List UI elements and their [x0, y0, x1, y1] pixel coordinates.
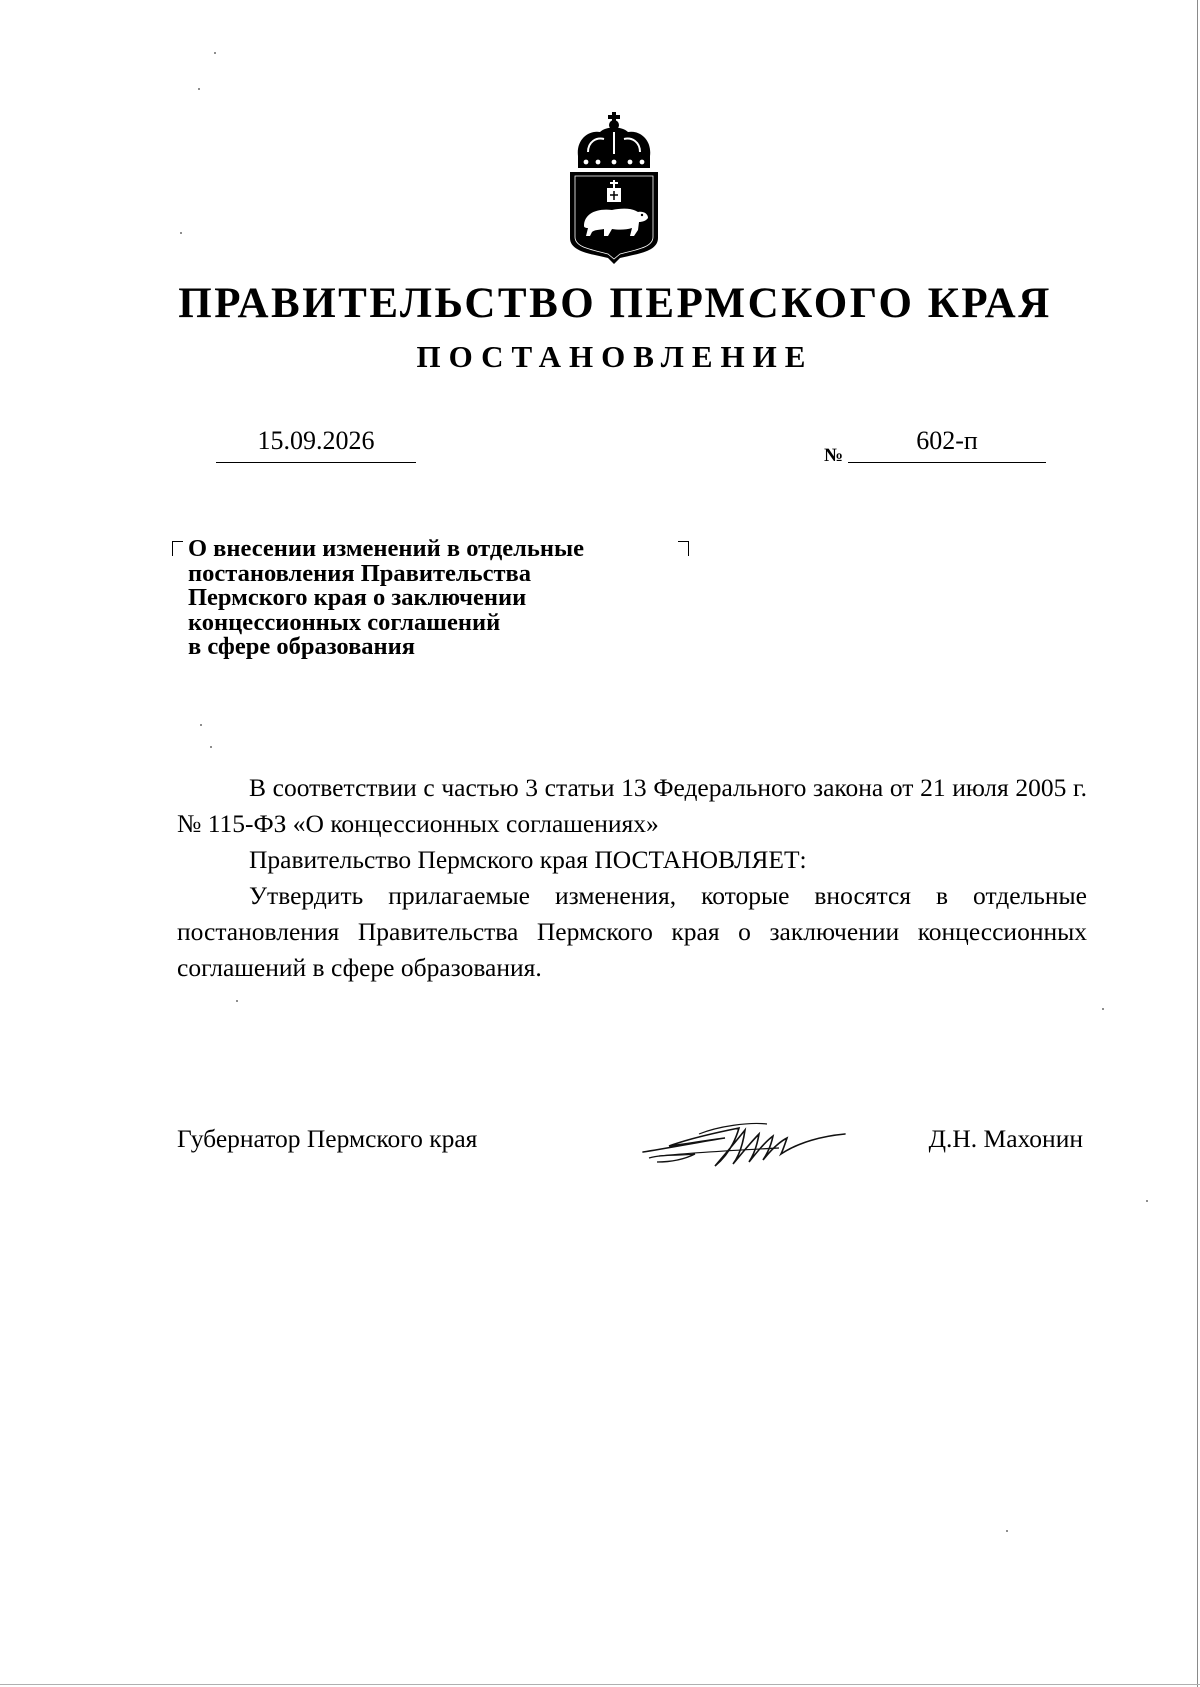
- document-body: [177, 770, 1087, 986]
- signature-block: [177, 1118, 1087, 1178]
- body-paragraph-approve: Утвердить прилагаемые изменения, которые вносятся в отдельные постановления Правительства Пермского края о заключении концессионных соглашений в сфере образования.: [177, 881, 1087, 982]
- subject-corner-right-mark: [678, 541, 689, 556]
- body-paragraph-resolves: Правительство Пермского края ПОСТАНОВЛЯЕТ:: [249, 845, 807, 874]
- body-paragraph-legal-basis: В соответствии с частью 3 статьи 13 Федерального закона от 21 июля 2005 г. № 115-ФЗ «О концессионных соглашениях»: [177, 773, 1087, 838]
- subject-line: концессионных соглашений: [188, 608, 501, 636]
- scan-speck: [1146, 1200, 1148, 1202]
- scan-speck: [236, 1000, 238, 1002]
- scan-speck: [1006, 1530, 1008, 1532]
- scan-edge-right: [1197, 0, 1198, 1687]
- date-underline: [216, 462, 416, 463]
- scan-speck: [210, 746, 212, 748]
- subject-line: в сфере образования: [188, 633, 416, 660]
- signer-title: Губернатор Пермского края: [177, 1124, 478, 1153]
- subject-line: Пермского края о заключении: [188, 584, 527, 611]
- scan-speck: [180, 232, 182, 234]
- document-type-title: ПОСТАНОВЛЕНИЕ: [416, 339, 814, 374]
- document-number: 602-п: [916, 426, 978, 455]
- coat-of-arms-icon: [566, 112, 662, 264]
- number-sign: №: [824, 445, 844, 466]
- subject-line: постановления Правительства: [188, 559, 531, 587]
- document-subject: [188, 537, 668, 660]
- subject-corner-left-mark: [172, 541, 183, 556]
- scan-speck: [200, 724, 202, 726]
- scan-speck: [1102, 1008, 1104, 1010]
- signature-icon: [639, 1112, 847, 1176]
- number-underline: [848, 462, 1046, 463]
- scan-speck: [214, 52, 216, 54]
- organization-title: ПРАВИТЕЛЬСТВО ПЕРМСКОГО КРАЯ: [178, 280, 1052, 327]
- signer-name: Д.Н. Махонин: [928, 1124, 1083, 1153]
- subject-line: О внесении изменений в отдельные: [188, 535, 584, 562]
- scan-speck: [198, 88, 200, 90]
- scan-edge-bottom: [0, 1684, 1200, 1685]
- document-date: 15.09.2026: [257, 426, 375, 455]
